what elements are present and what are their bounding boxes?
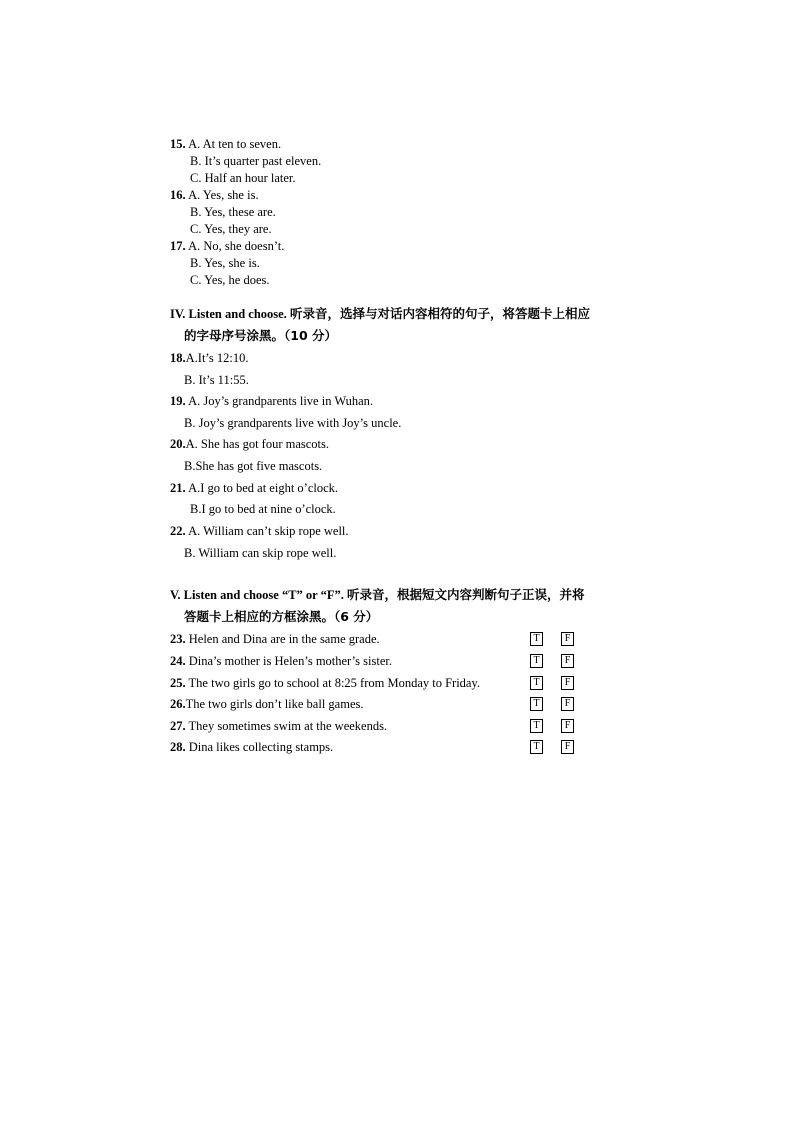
true-checkbox[interactable]: T [530,719,543,733]
tf-text: They sometimes swim at the weekends. [188,719,388,733]
part4-heading-en: IV. Listen and choose. [170,307,287,321]
q17-option-c: C. Yes, he does. [190,273,270,287]
q22-a-text: A. William can’t skip rope well. [188,524,349,538]
q16-option-a [170,187,259,203]
true-checkbox[interactable]: T [530,632,543,646]
q18-number: 18. [170,351,186,365]
tf-number: 27. [170,719,186,733]
tf-text: Dina likes collecting stamps. [188,740,334,754]
part5-heading-cn-2: 答题卡上相应的方框涂黑。（6 分） [184,609,379,624]
tf-text: Helen and Dina are in the same grade. [188,632,380,646]
q21-option-a [170,480,338,496]
part5-heading [170,587,585,603]
false-checkbox[interactable]: F [561,697,574,711]
tf-text: Dina’s mother is Helen’s mother’s sister. [188,654,392,668]
q18-option-a [170,350,248,366]
false-checkbox[interactable]: F [561,676,574,690]
true-checkbox[interactable]: T [530,697,543,711]
q15-option-b: B. It’s quarter past eleven. [190,154,322,168]
q22-number: 22. [170,524,186,538]
part5-heading-en: V. Listen and choose “T” or “F”. [170,588,344,602]
q19-number: 19. [170,394,186,408]
q15-option-c: C. Half an hour later. [190,171,296,185]
tf-item-23 [170,631,380,647]
q20-a-text: A. She has got four mascots. [185,437,330,451]
q20-option-a [170,436,329,452]
false-checkbox[interactable]: F [561,654,574,668]
q17-option-a [170,238,284,254]
tf-text: The two girls don’t like ball games. [185,697,364,711]
q15-number: 15. [170,137,186,151]
q18-a-text: A.It’s 12:10. [185,351,249,365]
q21-number: 21. [170,481,186,495]
q16-option-b: B. Yes, these are. [190,205,276,219]
tf-item-26 [170,696,364,712]
q20-number: 20. [170,437,186,451]
q16-a-text: A. Yes, she is. [188,188,259,202]
tf-item-27 [170,718,387,734]
q20-option-b: B.She has got five mascots. [184,459,323,473]
q17-number: 17. [170,239,186,253]
tf-number: 23. [170,632,186,646]
tf-number: 28. [170,740,186,754]
q21-option-b: B.I go to bed at nine o’clock. [190,502,336,516]
true-checkbox[interactable]: T [530,676,543,690]
q22-option-b: B. William can skip rope well. [184,546,337,560]
false-checkbox[interactable]: F [561,632,574,646]
q22-option-a [170,523,349,539]
q19-option-a [170,393,373,409]
part4-heading-line2 [184,328,337,344]
q19-a-text: A. Joy’s grandparents live in Wuhan. [188,394,374,408]
part5-heading-line2 [184,609,378,625]
part4-heading-cn-2: 的字母序号涂黑。（10 分） [184,328,337,343]
q16-number: 16. [170,188,186,202]
q21-a-text: A.I go to bed at eight o’clock. [188,481,339,495]
q18-option-b: B. It’s 11:55. [184,373,249,387]
true-checkbox[interactable]: T [530,654,543,668]
tf-item-25 [170,675,480,691]
q15-a-text: A. At ten to seven. [188,137,282,151]
false-checkbox[interactable]: F [561,740,574,754]
part5-heading-cn-1: 听录音，根据短文内容判断句子正误，并将 [347,587,585,602]
part4-heading-cn-1: 听录音，选择与对话内容相符的句子，将答题卡上相应 [289,306,590,321]
false-checkbox[interactable]: F [561,719,574,733]
part4-heading [170,306,590,322]
q19-option-b: B. Joy’s grandparents live with Joy’s uncle. [184,416,402,430]
q17-option-b: B. Yes, she is. [190,256,260,270]
true-checkbox[interactable]: T [530,740,543,754]
tf-number: 24. [170,654,186,668]
q15-option-a [170,136,281,152]
tf-item-24 [170,653,392,669]
tf-number: 25. [170,676,186,690]
tf-item-28 [170,739,333,755]
q16-option-c: C. Yes, they are. [190,222,272,236]
tf-text: The two girls go to school at 8:25 from Monday to Friday. [188,676,481,690]
q17-a-text: A. No, she doesn’t. [188,239,285,253]
tf-number: 26. [170,697,186,711]
